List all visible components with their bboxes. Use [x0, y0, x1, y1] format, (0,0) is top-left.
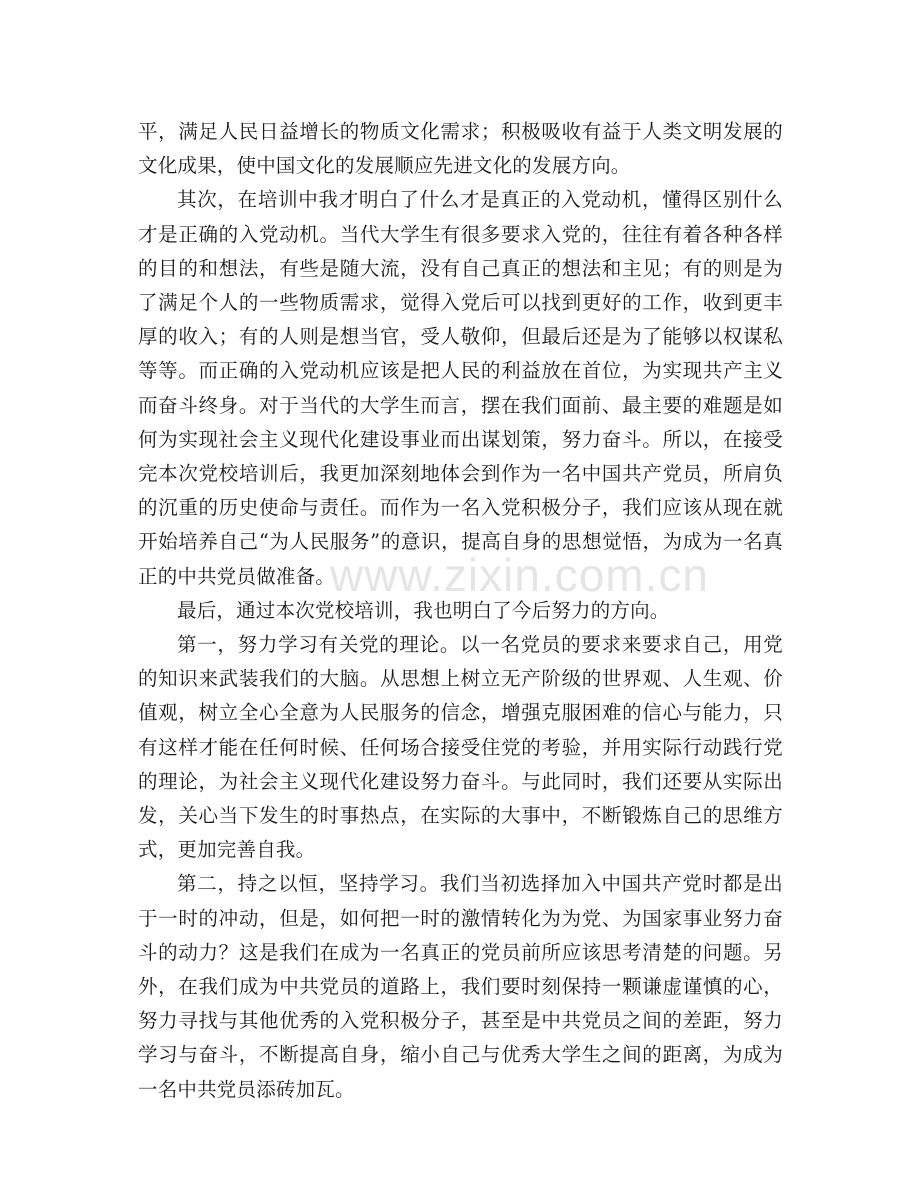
paragraph-point-one: 第一，努力学习有关党的理论。以一名党员的要求来要求自己，用党的知识来武装我们的大脑。从思想上树立无产阶级的世界观、人生观、价值观，树立全心全意为人民服务的信念，增强克服困难的信心与能力，只有这样才能在任何时候、任何场合接受住党的考验，并用实际行动践行党的理论，为社会主义现代化建设努力奋斗。与此同时，我们还要从实际出发，关心当下发生的时事热点，在实际的大事中，不断锻炼自己的思维方式，更加完善自我。 — [138, 633, 783, 862]
paragraph-future-direction: 最后，通过本次党校培训，我也明白了今后努力的方向。 — [177, 598, 670, 622]
paragraph-continuation: 平，满足人民日益增长的物质文化需求；积极吸收有益于人类文明发展的文化成果，使中国文化的发展顺应先进文化的发展方向。 — [138, 120, 783, 178]
watermark: www.zixin.com.cn — [330, 549, 709, 601]
paragraph-point-two: 第二，持之以恒，坚持学习。我们当初选择加入中国共产党时都是出于一时的冲动，但是，如何把一时的激情转化为为党、为国家事业努力奋斗的动力？这是我们在成为一名真正的党员前所应该思考清楚的问题。另外，在我们成为中共党员的道路上，我们要时刻保持一颗谦虚谨慎的心，努力寻找与其他优秀的入党积极分子，甚至是中共党员之间的差距，努力学习与奋斗，不断提高自身，缩小自己与优秀大学生之间的距离，为成为一名中共党员添砖加瓦。 — [138, 872, 783, 1101]
document-body — [138, 115, 783, 1107]
paragraph-entry-motivation: 其次，在培训中我才明白了什么才是真正的入党动机，懂得区别什么才是正确的入党动机。当代大学生有很多要求入党的，往往有着各种各样的目的和想法，有些是随大流，没有自己真正的想法和主见；有的则是为了满足个人的一些物质需求，觉得入党后可以找到更好的工作，收到更丰厚的收入；有的人则是想当官，受人敬仰，但最后还是为了能够以权谋私等等。而正确的入党动机应该是把人民的利益放在首位，为实现共产主义而奋斗终身。对于当代的大学生而言，摆在我们面前、最主要的难题是如何为实现社会主义现代化建设事业而出谋划策，努力奋斗。所以，在接受完本次党校培训后，我更加深刻地体会到作为一名中国共产党员，所肩负的沉重的历史使命与责任。而作为一名入党积极分子，我们应该从现在就开始培养自己“为人民服务”的意识，提高自身的思想觉悟，为成为一名真正的中共党员做准备。 — [138, 188, 783, 588]
